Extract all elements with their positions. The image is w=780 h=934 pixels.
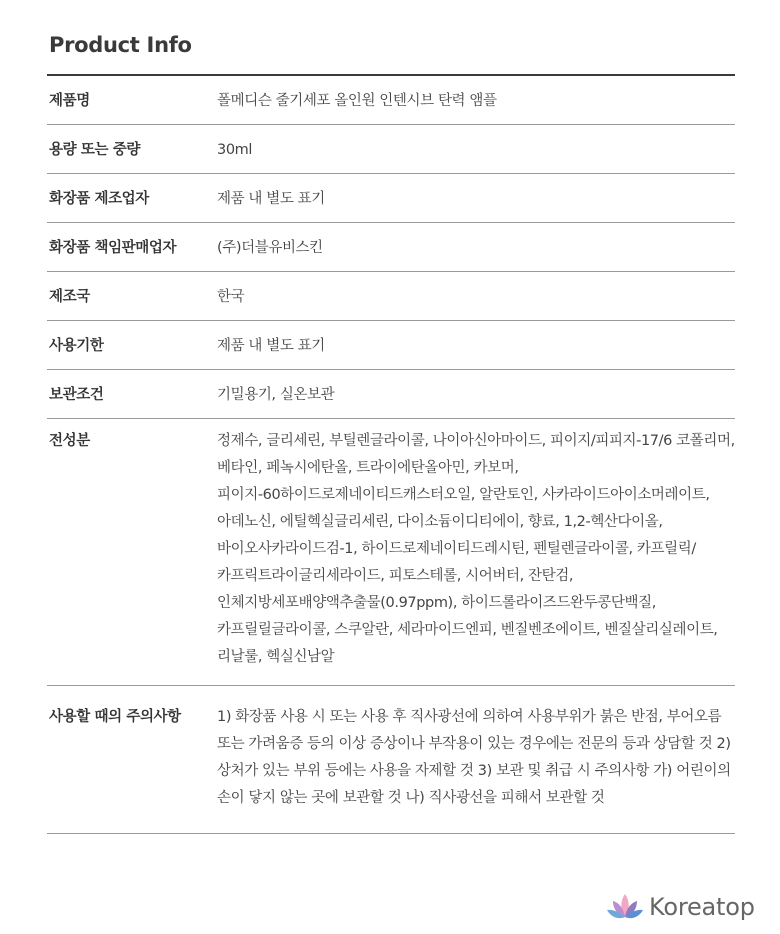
product-info-table: [47, 74, 735, 834]
row-value: 한국: [217, 288, 245, 305]
row-value: 제품 내 별도 표기: [217, 190, 325, 207]
brand-name: Koreatop: [649, 893, 755, 921]
row-label: 용량 또는 중량: [49, 141, 140, 158]
info-row-ingredients: [47, 419, 735, 686]
row-label: 전성분: [49, 433, 90, 449]
row-label: 제조국: [49, 288, 90, 305]
row-value: 정제수, 글리세린, 부틸렌글라이콜, 나이아신아마이드, 피이지/피피지-17/6 코폴리머, 베타인, 페녹시에탄올, 트라이에탄올아민, 카보머, 피이지-60하이드로제네이티드캐스터오일, 알란토인, 사카라이드아이소머레이트, 아데노신, 에틸헥실글리세린, 다이소듐이디티에이, 향료, 1,2-헥산다이올, 바이오사카라이드검-1, 하이드로제네이티드레시틴, 펜틸렌글라이콜, 카프릴릭/카프릭트라이글리세라이드, 피토스테롤, 시어버터, 잔탄검, 인체지방세포배양액추출물(0.97ppm), 하이드롤라이즈드완두콩단백질, 카프릴릴글라이콜, 스쿠알란, 세라마이드엔피, 벤질벤조에이트, 벤질살리실레이트, 리날룰, 헥실신남알: [217, 433, 735, 665]
row-value: 1) 화장품 사용 시 또는 사용 후 직사광선에 의하여 사용부위가 붉은 반점, 부어오름 또는 가려움증 등의 이상 증상이나 부작용이 있는 경우에는 전문의 등과 상담할 것 2) 상처가 있는 부위 등에는 사용을 자제할 것 3) 보관 및 취급 시 주의사항 가) 어린이의 손이 닿지 않는 곳에 보관할 것 나) 직사광선을 피해서 보관할 것: [217, 709, 731, 806]
info-row-product-name: [47, 76, 735, 125]
info-row-expiry: [47, 321, 735, 370]
row-label: 보관조건: [49, 386, 104, 403]
row-value: 30ml: [217, 141, 253, 158]
info-row-volume: [47, 125, 735, 174]
info-row-distributor: [47, 223, 735, 272]
page-title: Product Info: [49, 33, 192, 57]
row-value: 제품 내 별도 표기: [217, 337, 325, 354]
row-value: (주)더블유비스킨: [217, 239, 323, 256]
info-row-caution: [47, 686, 735, 834]
row-label: 사용기한: [49, 337, 104, 354]
row-value: 기밀용기, 실온보관: [217, 386, 335, 403]
row-label: 제품명: [49, 92, 90, 109]
row-label: 사용할 때의 주의사항: [49, 709, 181, 725]
lotus-icon: [605, 890, 645, 924]
info-row-manufacturer: [47, 174, 735, 223]
row-label: 화장품 제조업자: [49, 190, 149, 207]
info-row-country: [47, 272, 735, 321]
row-label: 화장품 책임판매업자: [49, 239, 177, 256]
brand-logo: [605, 890, 755, 924]
row-value: 폴메디슨 줄기세포 올인원 인텐시브 탄력 앰플: [217, 92, 497, 109]
info-row-storage: [47, 370, 735, 419]
